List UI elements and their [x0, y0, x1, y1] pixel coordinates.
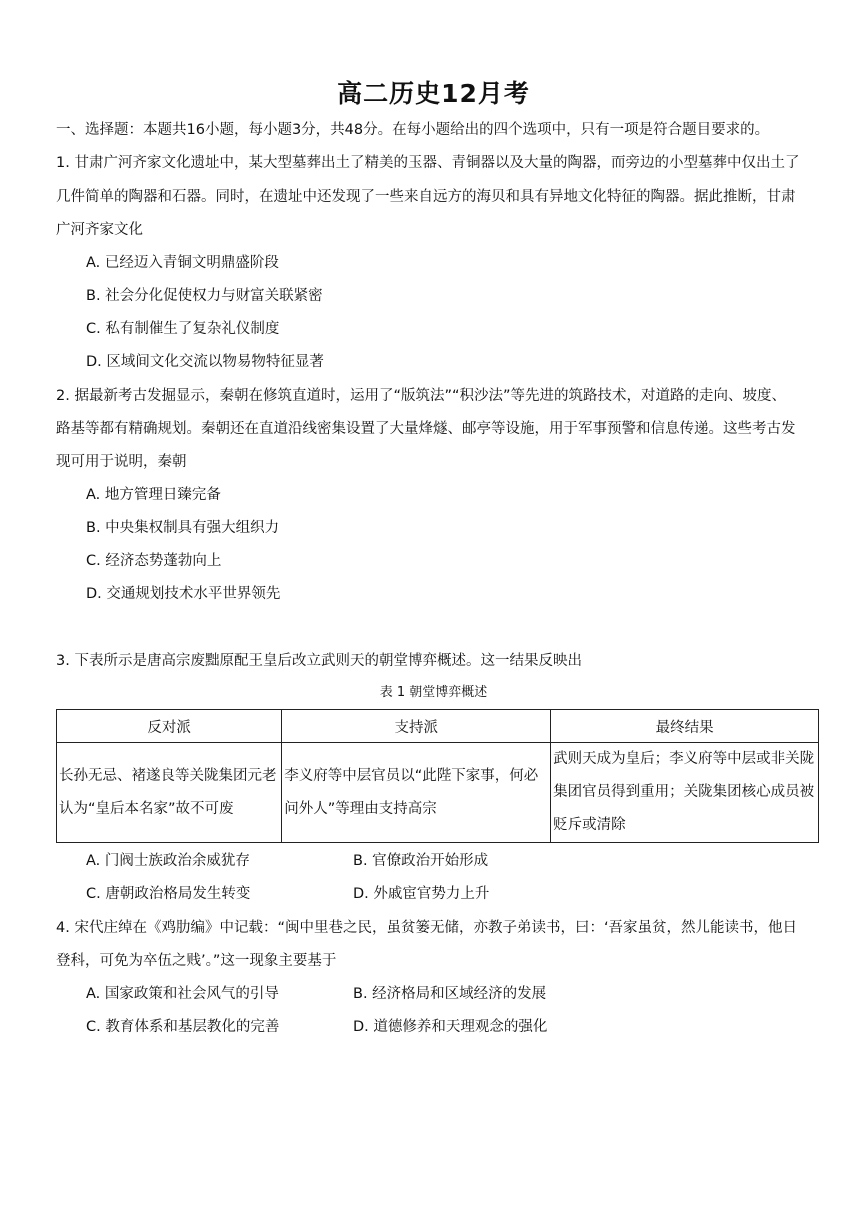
q3-option-c: C. 唐朝政治格局发生转变: [86, 886, 251, 902]
q3-option-b: B. 官僚政治开始形成: [353, 853, 489, 869]
q1-option-a: A. 已经迈入青铜文明鼎盛阶段: [86, 255, 279, 271]
table-header-row: [57, 710, 819, 743]
q2-stem-line-1: 2. 据最新考古发掘显示，秦朝在修筑直道时，运用了“版筑法”“积沙法”等先进的筑路技术，对道路的走向、坡度、: [56, 388, 786, 404]
table-header-opposition: 反对派: [57, 710, 282, 743]
table-header-result: 最终结果: [551, 710, 819, 743]
q4-option-d: D. 道德修养和天理观念的强化: [353, 1019, 548, 1035]
q4-stem-line-2: 登科，可免为卒伍之贱’。”这一现象主要基于: [56, 953, 337, 969]
q1-stem-line-2: 几件简单的陶器和石器。同时，在遗址中还发现了一些来自远方的海贝和具有异地文化特征的陶器。据此推断，甘肃: [56, 189, 796, 205]
q1-option-b: B. 社会分化促使权力与财富关联紧密: [86, 288, 323, 304]
q1-stem-line-1: 1. 甘肃广河齐家文化遗址中，某大型墓葬出土了精美的玉器、青铜器以及大量的陶器，而旁边的小型墓葬中仅出土了: [56, 155, 800, 171]
q2-option-c: C. 经济态势蓬勃向上: [86, 553, 222, 569]
q4-option-c: C. 教育体系和基层教化的完善: [86, 1019, 280, 1035]
q1-option-d: D. 区域间文化交流以物易物特征显著: [86, 354, 324, 370]
q2-option-a: A. 地方管理日臻完备: [86, 487, 221, 503]
q2-stem-line-3: 现可用于说明，秦朝: [56, 454, 187, 470]
table-row: [57, 743, 819, 843]
table-cell-result: 武则天成为皇后；李义府等中层或非关陇集团官员得到重用；关陇集团核心成员被贬斥或清除: [551, 743, 819, 843]
table-cell-opposition: 长孙无忌、褚遂良等关陇集团元老认为“皇后本名家”故不可废: [57, 743, 282, 843]
q2-option-b: B. 中央集权制具有强大组织力: [86, 520, 280, 536]
q2-stem-line-2: 路基等都有精确规划。秦朝还在直道沿线密集设置了大量烽燧、邮亭等设施，用于军事预警和信息传递。这些考古发: [56, 421, 796, 437]
q2-option-d: D. 交通规划技术水平世界领先: [86, 586, 281, 602]
q4-stem-line-1: 4. 宋代庄绰在《鸡肋编》中记载：“闽中里巷之民，虽贫篓无储，亦教子弟读书，曰：‘吾家虽贫，然儿能读书，他日: [56, 920, 798, 936]
page-title: 高二历史12月考: [337, 79, 530, 108]
q3-stem-line-1: 3. 下表所示是唐高宗废黜原配王皇后改立武则天的朝堂博弈概述。这一结果反映出: [56, 653, 582, 669]
q4-option-b: B. 经济格局和区域经济的发展: [353, 986, 547, 1002]
q3-option-d: D. 外戚宦官势力上升: [353, 886, 490, 902]
table-cell-support: 李义府等中层官员以“此陛下家事，何必问外人”等理由支持高宗: [282, 743, 551, 843]
table-caption: 表 1 朝堂博弈概述: [379, 685, 488, 700]
q1-stem-line-3: 广河齐家文化: [56, 222, 143, 238]
section-header: 一、选择题：本题共16小题，每小题3分，共48分。在每小题给出的四个选项中，只有一项是符合题目要求的。: [56, 122, 770, 138]
q3-option-a: A. 门阀士族政治余威犹存: [86, 853, 250, 869]
table-header-support: 支持派: [282, 710, 551, 743]
q1-option-c: C. 私有制催生了复杂礼仪制度: [86, 321, 280, 337]
q4-option-a: A. 国家政策和社会风气的引导: [86, 986, 279, 1002]
court-struggle-table: [56, 709, 819, 843]
